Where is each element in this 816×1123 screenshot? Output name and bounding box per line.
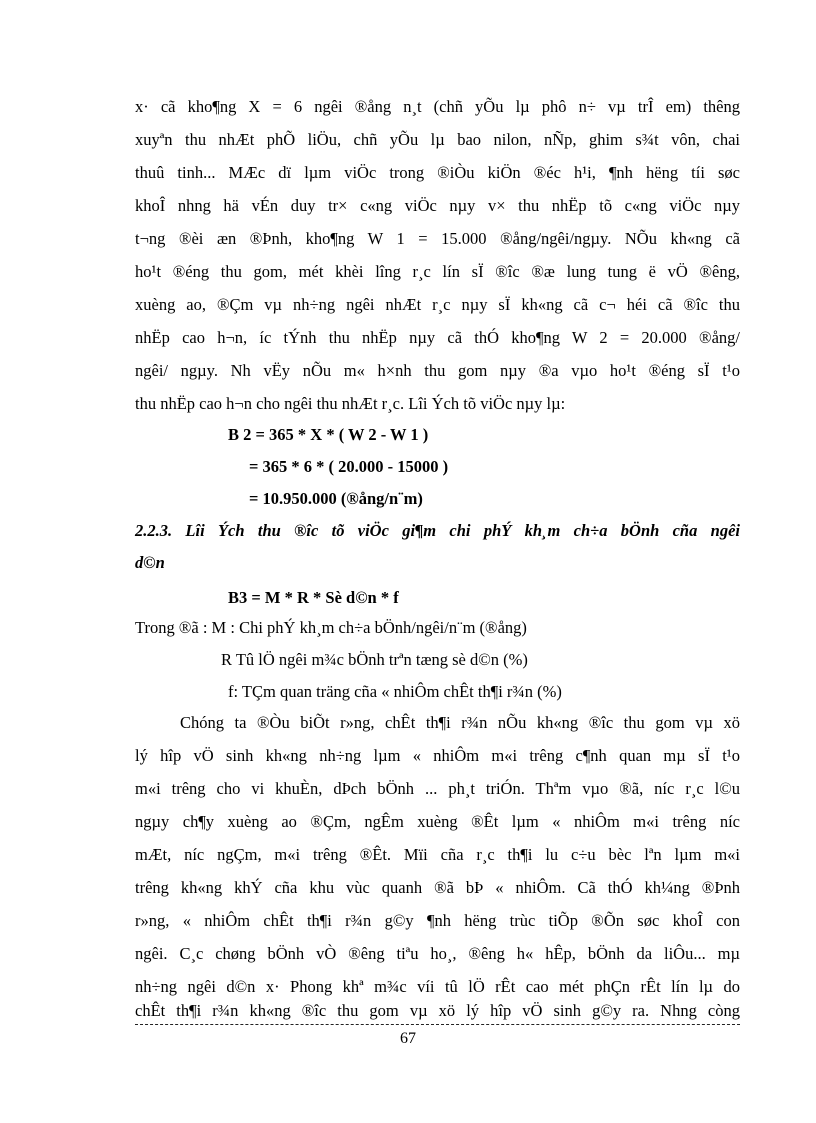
page-number: 67 bbox=[400, 1030, 416, 1047]
paragraph-1-line: thuû tinh... MÆc dï lµm viÖc trong ®iÒu kiÖn ®éc h¹i, ¶nh hëng tíi søc bbox=[135, 163, 740, 182]
paragraph-2-line: nh÷ng ngêi d©n x· Phong khª m¾c víi tû lÖ rÊt cao mét phÇn rÊt lín lµ do bbox=[135, 977, 740, 996]
paragraph-2-line: m«i trêng cho vi khuÈn, dÞch bÖnh ... ph¸t triÓn. Thªm vµo ®ã, níc r¸c l©u bbox=[135, 779, 740, 798]
paragraph-1-line: xuyªn thu nhÆt phÕ liÖu, chñ yÕu lµ bao nilon, nÑp, ghim s¾t vôn, chai bbox=[135, 130, 740, 149]
section-heading-continued: d©n bbox=[135, 553, 165, 572]
paragraph-1-line: nhËp cao h¬n, íc tÝnh thu nhËp nµy cã thÓ kho¶ng W 2 = 20.000 ®ång/ bbox=[135, 328, 740, 347]
equation-b2: B 2 = 365 * X * ( W 2 - W 1 ) bbox=[228, 425, 429, 444]
paragraph-2-line: trêng kh«ng khÝ cña khu vùc quanh ®ã bÞ « nhiÔm. Cã thÓ kh¼ng ®Þnh bbox=[135, 878, 740, 897]
equation-b2-substitution: = 365 * 6 * ( 20.000 - 15000 ) bbox=[249, 457, 449, 476]
paragraph-2-line: chÊt th¶i r¾n kh«ng ®îc thu gom vµ xö lý hîp vÖ sinh g©y ra. Nhng còng bbox=[135, 1001, 740, 1020]
paragraph-1-line: x· cã kho¶ng X = 6 ngêi ®ång n¸t (chñ yÕu lµ phô n÷ vµ trÎ em) thêng bbox=[135, 97, 740, 116]
paragraph-2-line: mÆt, níc ngÇm, m«i trêng ®Êt. Mïi cña r¸c th¶i lu c÷u bèc lªn lµm m«i bbox=[135, 845, 740, 864]
paragraph-2-line: Chóng ta ®Òu biÕt r»ng, chÊt th¶i r¾n nÕu kh«ng ®îc thu gom vµ xö bbox=[180, 713, 740, 732]
definition-r: R Tû lÖ ngêi m¾c bÖnh trªn tæng sè d©n (%) bbox=[221, 650, 528, 669]
paragraph-2-line: lý hîp vÖ sinh kh«ng nh÷ng lµm « nhiÔm m«i trêng c¶nh quan mµ sÏ t¹o bbox=[135, 746, 740, 765]
paragraph-2-line: ngêi. C¸c chøng bÖnh vÒ ®êng tiªu ho¸, ®êng h« hÊp, bÖnh da liÔu... mµ bbox=[135, 944, 740, 963]
definition-m: Trong ®ã : M : Chi phÝ kh¸m ch÷a bÖnh/ngêi/n¨m (®ång) bbox=[135, 618, 527, 637]
definition-f: f: TÇm quan träng cña « nhiÔm chÊt th¶i r¾n (%) bbox=[228, 682, 562, 701]
paragraph-1-line: khoÎ nhng hä vÉn duy tr× c«ng viÖc nµy v× thu nhËp tõ c«ng viÖc nµy bbox=[135, 196, 740, 215]
equation-b2-result: = 10.950.000 (®ång/n¨m) bbox=[249, 489, 423, 508]
paragraph-1-line: ngêi/ ngµy. Nh vËy nÕu m« h×nh thu gom nµy ®a vµo ho¹t ®éng sÏ t¹o bbox=[135, 361, 740, 380]
section-heading: 2.2.3. Lîi Ých thu ®îc tõ viÖc gi¶m chi phÝ kh¸m ch÷a bÖnh cña ngêi bbox=[135, 521, 740, 540]
footer-divider bbox=[135, 1024, 740, 1025]
paragraph-1-line: thu nhËp cao h¬n cho ngêi thu nhÆt r¸c. Lîi Ých tõ viÖc nµy lµ: bbox=[135, 394, 566, 413]
paragraph-1-line: ho¹t ®éng thu gom, mét khèi lîng r¸c lín sÏ ®îc ®æ lung tung ë vÖ ®êng, bbox=[135, 262, 740, 281]
paragraph-1-line: xuèng ao, ®Çm vµ nh÷ng ngêi nhÆt r¸c nµy sÏ kh«ng cã c¬ héi cã ®îc thu bbox=[135, 295, 740, 314]
paragraph-2-line: r»ng, « nhiÔm chÊt th¶i r¾n g©y ¶nh hëng trùc tiÕp ®Õn søc khoÎ con bbox=[135, 911, 740, 930]
paragraph-2-line: ngµy ch¶y xuèng ao ®Çm, ngÊm xuèng ®Êt lµm « nhiÔm m«i trêng níc bbox=[135, 812, 740, 831]
paragraph-1-line: t¬ng ®èi æn ®Þnh, kho¶ng W 1 = 15.000 ®ång/ngêi/ngµy. NÕu kh«ng cã bbox=[135, 229, 740, 248]
formula-b3: B3 = M * R * Sè d©n * f bbox=[228, 588, 399, 607]
